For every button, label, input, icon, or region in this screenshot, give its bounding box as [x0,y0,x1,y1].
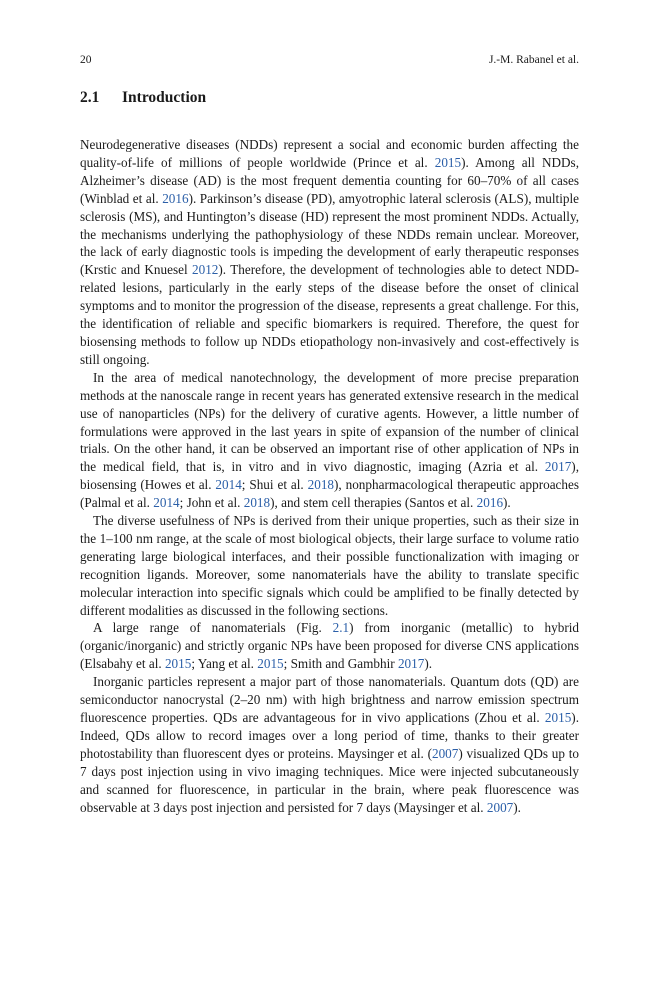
paragraph [80,619,579,673]
text-run: ). [424,656,433,672]
citation-link[interactable]: 2007 [431,745,459,761]
text-run: ; Yang et al. [191,656,258,672]
citation-link[interactable]: 2007 [486,799,514,815]
citation-link[interactable]: 2.1 [332,620,350,636]
paragraph [80,136,579,369]
citation-link[interactable]: 2018 [243,495,271,511]
citation-link[interactable]: 2018 [307,477,335,493]
paragraph [80,673,579,816]
citation-link[interactable]: 2015 [544,710,572,725]
citation-link[interactable]: 2017 [544,459,572,475]
text-run: ) from inorganic (metallic) to hybrid (organic/inorganic) and strictly organic NPs have been proposed for diverse CNS applications (Elsabahy et al. [80,620,579,672]
text-run: ), nonpharmacological therapeutic approaches (Palmal et al. [80,477,579,511]
text-run: Neurodegenerative diseases (NDDs) represent a social and economic burden affecting the quality-of-life of millions of people worldwide (Prince et al. [80,137,579,170]
running-head [80,52,579,68]
running-head-authors: J.-M. Rabanel et al. [488,54,579,66]
text-run: ). Therefore, the development of technologies able to detect NDD-related lesions, particularly in the early steps of the disease before the onset of clinical symptoms and to monitor the progression of the disease, represents a great challenge. For this, the identification of reliable and specific biomarkers is required. Therefore, the quest for biosensing methods to follow up NDDs etiopathology non-invasively and cost-effectively is still ongoing. [80,262,579,367]
text-run: ), biosensing (Howes et al. [80,459,579,493]
text-run: In the area of medical nanotechnology, the development of more precise preparation methods at the nanoscale range in recent years has generated extensive research in the medical use of nanoparticles (NPs) for the delivery of curative agents. However, a little number of formulations were approved in the last years in spite of expansion of the number of clinical trials. On the other hand, it can be observed an important rise of other application of NPs in the medical field, that is, in vitro and in vivo diagnostic, imaging (Azria et al. [80,369,579,475]
page-number: 20 [80,54,92,66]
citation-link[interactable]: 2015 [434,154,462,170]
text-run: Inorganic particles represent a major part of those nanomaterials. Quantum dots (QD) are semiconductor nanocrystal (2–20 nm) with high brightness and narrow emission spectrum fluorescence properties. QDs are advantageous for in vivo applications (Zhou et al. [80,674,579,725]
text-run: A large range of nanomaterials (Fig. [93,620,333,636]
text-run: ). [503,495,511,511]
text-run: ). Parkinson’s disease (PD), amyotrophic lateral sclerosis (ALS), multiple sclerosis (MS), and Huntington’s disease (HD) represent the most prominent NDDs. Actually, the mechanisms underlying the pathophysiology of these NDDs remain unclear. Moreover, the lack of early diagnostic tools is impeding the development of early therapeutic responses (Krstic and Knuesel [80,190,579,278]
body-text [80,136,579,816]
citation-link[interactable]: 2016 [162,190,189,206]
citation-link[interactable]: 2015 [164,656,192,672]
citation-link[interactable]: 2014 [215,477,242,493]
citation-link[interactable]: 2017 [397,656,425,672]
citation-link[interactable]: 2016 [476,495,504,511]
text-run: ; John et al. [179,495,244,511]
citation-link[interactable]: 2015 [257,656,284,672]
text-run: ). Among all NDDs, Alzheimer’s disease (AD) is the most frequent dementia counting for 60–70% of all cases (Winblad et al. [80,154,579,206]
text-run: ). Indeed, QDs allow to record images over a long period of time, thanks to their greater photostability than fluorescent dyes or proteins. Maysinger et al. ( [80,710,579,761]
text-run: ). [513,799,521,815]
text-run: ) visualized QDs up to 7 days post injection using in vivo imaging techniques. Mice were injected subcutaneously and scanned for fluorescence, in particular in the brain, where peak fluorescence was observable at 3 days post injection and persisted for 7 days (Maysinger et al. [80,745,579,815]
section-number: 2.1 [80,89,100,106]
text-run: ), and stem cell therapies (Santos et al. [270,495,477,511]
text-run: ; Smith and Gambhir [283,656,398,672]
section-heading [80,88,206,108]
section-title: Introduction [122,89,207,106]
paragraph [80,369,579,512]
citation-link[interactable]: 2012 [192,262,219,278]
text-run: ; Shui et al. [241,477,308,493]
citation-link[interactable]: 2014 [153,495,180,511]
paragraph [80,512,579,619]
text-run: The diverse usefulness of NPs is derived from their unique properties, such as their size in the 1–100 nm range, at the scale of most biological objects, their large surface to volume ratio generating large biological interfaces, and their possible functionalization with imaging or recognition ligands. Moreover, some nanomaterials have the ability to translate specific molecular interaction into specific signals which could be amplified to be finally detected by different modalities as discussed in the following sections. [80,513,579,618]
